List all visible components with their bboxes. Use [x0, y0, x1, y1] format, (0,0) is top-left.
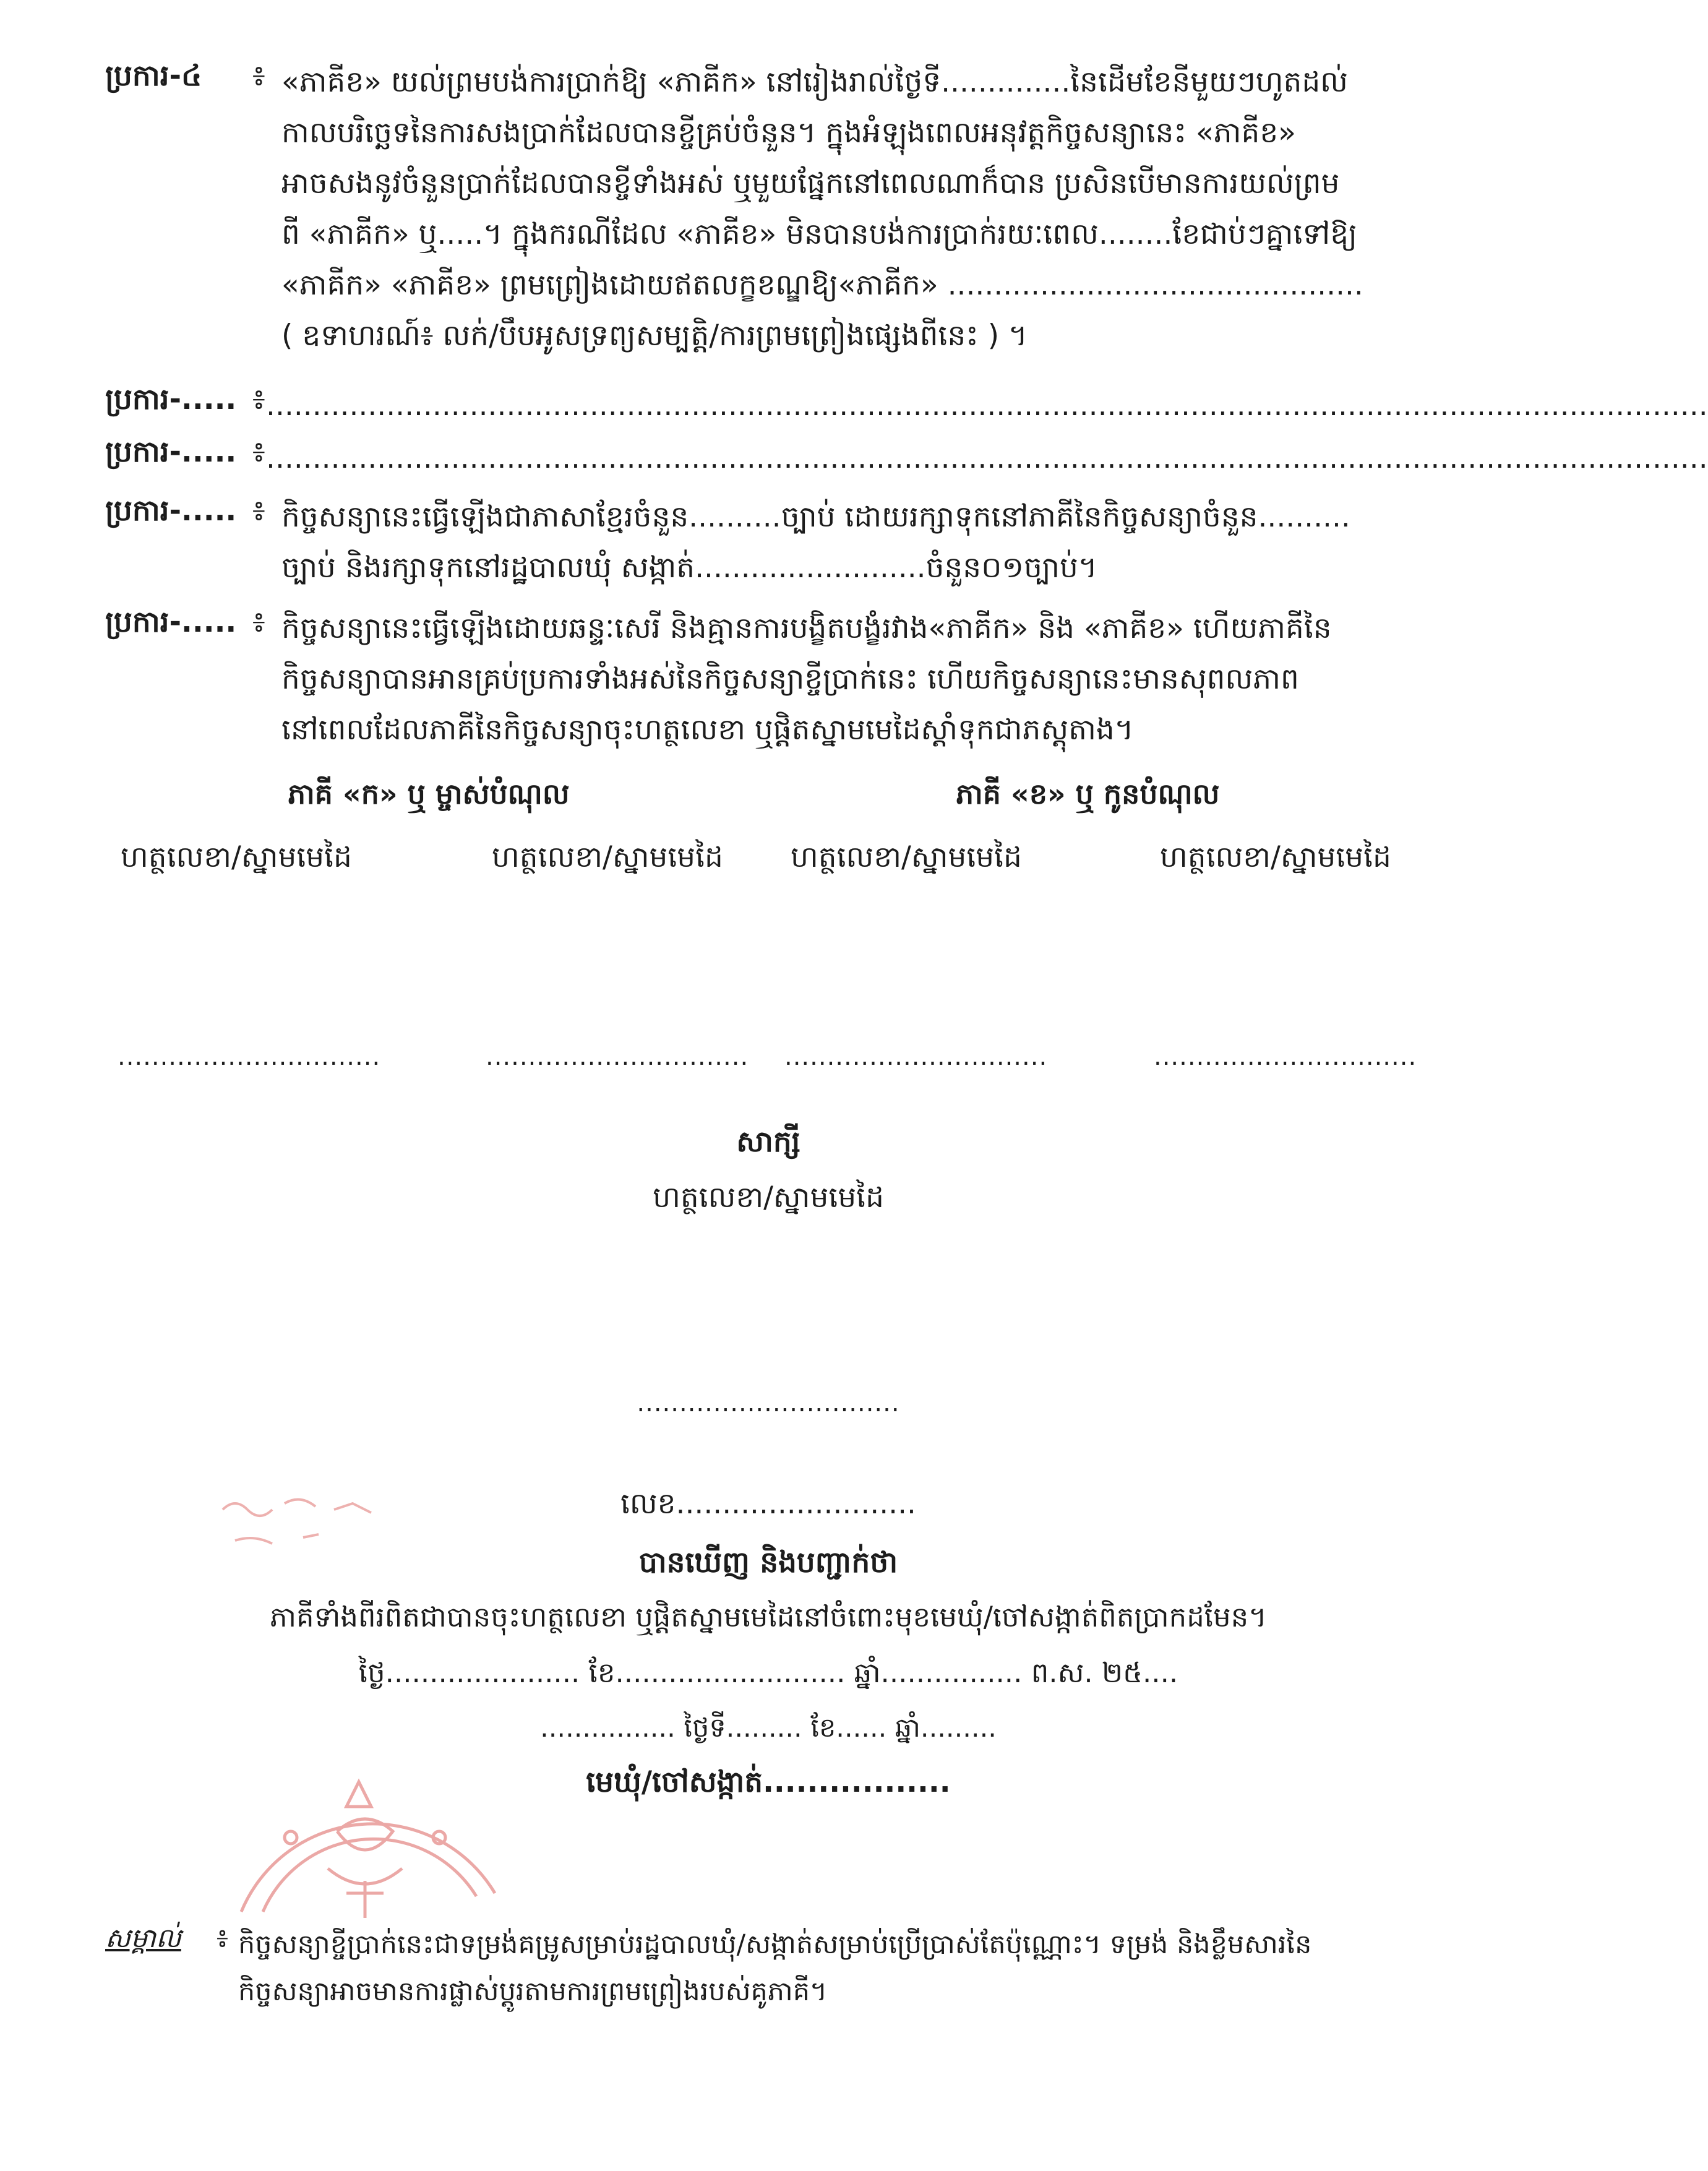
article-line: ពី «ភាគីក» ឬ.....។ ក្នុងករណីដែល «ភាគីខ» មិនបានបង់ការប្រាក់រយៈពេល........ខែជាប់ៗគ្នាទៅឱ្យ — [281, 217, 1357, 251]
article-colon: ៖ — [252, 59, 265, 93]
signature-line: ............................... — [1154, 1043, 1417, 1071]
signature-line: ............................... — [486, 1043, 749, 1071]
article-colon: ៖ — [252, 494, 265, 528]
solar-date-line: ................ ថ្ងៃទី......... ខែ...... ឆ្នាំ......... — [540, 1713, 997, 1743]
article-colon: ៖ — [252, 435, 265, 469]
note-line: កិច្ចសន្យាខ្ចីប្រាក់នេះជាទម្រង់គម្រូសម្រាប់រដ្ឋបាលឃុំ/សង្កាត់សម្រាប់ប្រើប្រាស់តែប៉ុណ្ណោះ។ ទម្រង់ និងខ្លឹមសារនៃ — [238, 1929, 1312, 1960]
party-a-heading: ភាគី «ក» ឬ ម្ចាស់បំណុល — [288, 777, 570, 810]
article-body — [266, 380, 1708, 431]
article-body — [281, 603, 1454, 755]
signature-line: ............................... — [118, 1043, 381, 1071]
article-line: កិច្ចសន្យាបានអានគ្រប់ប្រការទាំងអស់នៃកិច្ចសន្យាខ្ចីប្រាក់នេះ ហើយកិច្ចសន្យានេះមានសុពលភាព — [281, 662, 1299, 696]
witness-title: សាក្សី — [736, 1125, 800, 1159]
article-label: ប្រការ-..... — [105, 382, 237, 416]
signature-line: ............................... — [784, 1043, 1048, 1071]
signature-label: ហត្ថលេខា/ស្នាមមេដៃ — [492, 840, 723, 874]
signature-label: ហត្ថលេខា/ស្នាមមេដៃ — [1160, 840, 1391, 874]
lunar-date-line: ថ្ងៃ...................... ខែ.......................... ឆ្នាំ................ ព.ស. ២៥.... — [358, 1656, 1178, 1689]
note-label: សម្គាល់ — [105, 1923, 181, 1954]
article-line: កិច្ចសន្យានេះធ្វើឡើងដោយឆន្ទៈសេរី និងគ្មានការបង្ខិតបង្ខំរវាង«ភាគីក» និង «ភាគីខ» ហើយភាគីនៃ — [281, 611, 1332, 645]
certification-title: បានឃើញ និងបញ្ជាក់ថា — [638, 1545, 898, 1580]
article-colon: ៖ — [252, 382, 265, 416]
note-colon: ៖ — [217, 1923, 228, 1954]
article-label: ប្រការ-..... — [105, 435, 237, 469]
witness-signature-line: ............................... — [637, 1389, 900, 1417]
certification-number: លេខ.......................... — [620, 1487, 916, 1521]
article-line: ............................................................................................................................................................ — [266, 389, 1708, 423]
article-label: ប្រការ-..... — [105, 494, 237, 528]
article-label: ប្រការ-៤ — [105, 59, 202, 93]
party-b-heading: ភាគី «ខ» ឬ កូនបំណុល — [956, 777, 1220, 810]
commune-chief-signer: មេឃុំ/ចៅសង្កាត់................. — [586, 1765, 951, 1799]
article-line: នៅពេលដែលភាគីនៃកិច្ចសន្យាចុះហត្ថលេខា ឬផ្ដិតស្នាមមេដៃស្ដាំទុកជាភស្តុតាង។ — [281, 713, 1134, 747]
article-label: ប្រការ-..... — [105, 605, 237, 639]
article-line: «ភាគីក» «ភាគីខ» ព្រមព្រៀងដោយឥតលក្ខខណ្ឌឱ្យ«ភាគីក» ............................................. — [281, 268, 1363, 302]
article-line: កាលបរិច្ឆេទនៃការសងប្រាក់ដែលបានខ្ចីគ្រប់ចំនួន។ ក្នុងអំឡុងពេលអនុវត្តកិច្ចសន្យានេះ «ភាគីខ» — [281, 116, 1296, 150]
note-line: កិច្ចសន្យាអាចមានការផ្លាស់ប្ដូរតាមការព្រមព្រៀងរបស់គូភាគី។ — [238, 1976, 828, 2007]
witness-signature-label: ហត្ថលេខា/ស្នាមមេដៃ — [653, 1180, 884, 1214]
signature-label: ហត្ថលេខា/ស្នាមមេដៃ — [121, 840, 352, 874]
article-line: «ភាគីខ» យល់ព្រមបង់ការប្រាក់ឱ្យ «ភាគីក» នៅរៀងរាល់ថ្ងៃទី..............នៃដើមខែនីមួយៗហូតដល់ — [281, 65, 1348, 99]
article-line: ច្បាប់ និងរក្សាទុកនៅរដ្ឋបាលឃុំ សង្កាត់.........................ចំនួន០១ច្បាប់។ — [281, 551, 1097, 585]
article-body — [266, 433, 1708, 484]
note-body — [238, 1921, 1454, 2015]
article-line: ( ឧទាហរណ៍៖ លក់/បឹបអូសទ្រព្យសម្បត្តិ/ការព្រមព្រៀងផ្សេងពីនេះ ) ។ — [281, 319, 1028, 353]
article-line: អាចសងនូវចំនួនប្រាក់ដែលបានខ្ចីទាំងអស់ ឬមួយផ្នែកនៅពេលណាក៏បាន ប្រសិនបើមានការយល់ព្រម — [281, 166, 1340, 200]
article-line: កិច្ចសន្យានេះធ្វើឡើងជាភាសាខ្មែរចំនួន..........ច្បាប់ ដោយរក្សាទុកនៅភាគីនៃកិច្ចសន្យាចំនួន.......... — [281, 500, 1350, 534]
certification-statement: ភាគីទាំងពីរពិតជាបានចុះហត្ថលេខា ឬផ្ដិតស្នាមមេដៃនៅចំពោះមុខមេឃុំ/ចៅសង្កាត់ពិតប្រាកដមែន។ — [270, 1601, 1267, 1633]
article-colon: ៖ — [252, 605, 265, 639]
article-body — [281, 57, 1454, 361]
signature-label: ហត្ថលេខា/ស្នាមមេដៃ — [791, 840, 1022, 874]
article-line: ............................................................................................................................................................ — [266, 441, 1708, 475]
article-body — [281, 492, 1454, 593]
official-seal — [204, 1708, 526, 1955]
